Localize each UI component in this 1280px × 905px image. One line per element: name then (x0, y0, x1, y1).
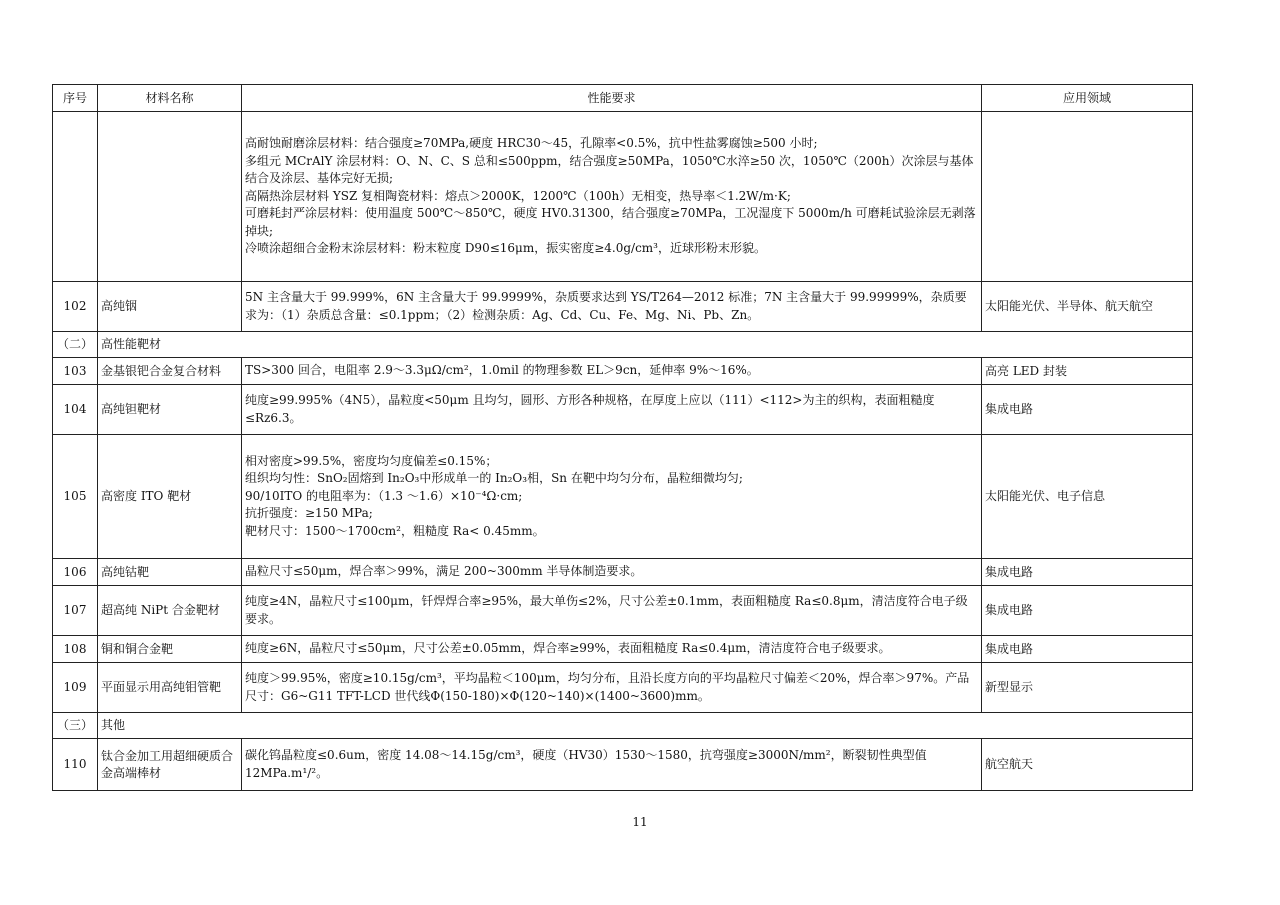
material-name: 高纯钴靶 (98, 559, 242, 586)
material-name: 高纯钽靶材 (98, 385, 242, 435)
performance-requirements (242, 586, 982, 636)
performance-requirements (242, 559, 982, 586)
application-field: 太阳能光伏、电子信息 (982, 435, 1193, 559)
section-row (53, 332, 1193, 358)
table-row (53, 586, 1193, 636)
requirement-line: 纯度≥4N，晶粒尺寸≤100μm，钎焊焊合率≥95%，最大单伤≤2%，尺寸公差±0.1mm，表面粗糙度 Ra≤0.8μm，清洁度符合电子级要求。 (245, 594, 968, 626)
table-row (53, 112, 1193, 282)
requirement-line: 可磨耗封严涂层材料：使用温度 500℃～850℃，硬度 HV0.31300，结合强度≥70MPa，工况湿度下 5000m/h 可磨耗试验涂层无剥落掉块; (245, 206, 976, 238)
material-name: 高纯铟 (98, 282, 242, 332)
section-title: 高性能靶材 (98, 332, 1193, 358)
requirement-line: 组织均匀性：SnO₂固熔到 In₂O₃中形成单一的 In₂O₃相，Sn 在靶中均匀分布，晶粒细微均匀; (245, 471, 743, 486)
material-name: 金基银钯合金复合材料 (98, 358, 242, 385)
requirement-line: 纯度≥99.995%（4N5），晶粒度<50μm 且均匀，圆形、方形各种规格，在厚度上应以（111）<112>为主的织构，表面粗糙度≤Rz6.3。 (245, 393, 935, 425)
item-number: 103 (53, 358, 98, 385)
application-field: 太阳能光伏、半导体、航天航空 (982, 282, 1193, 332)
performance-requirements (242, 435, 982, 559)
table-row (53, 385, 1193, 435)
requirement-line: 冷喷涂超细合金粉末涂层材料：粉末粒度 D90≤16μm，振实密度≥4.0g/cm³，近球形粉末形貌。 (245, 241, 766, 256)
page-number: 11 (632, 815, 648, 829)
table-row (53, 636, 1193, 663)
requirement-line: 90/10ITO 的电阻率为：（1.3 ～1.6）×10⁻⁴Ω·cm; (245, 488, 523, 503)
table-row (53, 358, 1193, 385)
performance-requirements (242, 385, 982, 435)
item-number: 106 (53, 559, 98, 586)
item-number (53, 112, 98, 282)
section-title: 其他 (98, 713, 1193, 739)
performance-requirements (242, 112, 982, 282)
material-name: 超高纯 NiPt 合金靶材 (98, 586, 242, 636)
materials-table (52, 84, 1193, 791)
application-field (982, 112, 1193, 282)
header-requirements: 性能要求 (242, 85, 982, 112)
table-row (53, 435, 1193, 559)
requirement-line: 碳化钨晶粒度≤0.6um，密度 14.08～14.15g/cm³，硬度（HV30）1530～1580，抗弯强度≥3000N/mm²，断裂韧性典型值 12MPa.m¹/²。 (245, 748, 927, 780)
table-row (53, 282, 1193, 332)
material-name: 铜和铜合金靶 (98, 636, 242, 663)
requirement-line: 高隔热涂层材料 YSZ 复相陶瓷材料：熔点＞2000K，1200℃（100h）无相变，热导率＜1.2W/m·K; (245, 188, 791, 203)
requirement-line: 纯度≥6N，晶粒尺寸≤50μm，尺寸公差±0.05mm，焊合率≥99%，表面粗糙度 Ra≤0.4μm，清洁度符合电子级要求。 (245, 641, 891, 656)
material-name: 高密度 ITO 靶材 (98, 435, 242, 559)
section-row (53, 713, 1193, 739)
application-field: 集成电路 (982, 636, 1193, 663)
section-number: （三） (53, 713, 98, 739)
header-no: 序号 (53, 85, 98, 112)
table-header-row (53, 85, 1193, 112)
table-row (53, 559, 1193, 586)
material-name (98, 112, 242, 282)
item-number: 102 (53, 282, 98, 332)
performance-requirements (242, 739, 982, 791)
application-field: 高亮 LED 封装 (982, 358, 1193, 385)
performance-requirements (242, 282, 982, 332)
section-number: （二） (53, 332, 98, 358)
requirement-line: 相对密度>99.5%，密度均匀度偏差≤0.15%； (245, 453, 498, 468)
requirement-line: 靶材尺寸：1500～1700cm²，粗糙度 Ra< 0.45mm。 (245, 523, 545, 538)
item-number: 107 (53, 586, 98, 636)
requirement-line: 纯度＞99.95%，密度≥10.15g/cm³，平均晶粒＜100μm，均匀分布，且沿长度方向的平均晶粒尺寸偏差＜20%，焊合率＞97%。产品尺寸：G6~G11 TFT-LCD 世代线Φ(150-180)×Φ(120~140)×(1400~3600)mm。 (245, 671, 970, 703)
requirement-line: 晶粒尺寸≤50μm，焊合率＞99%，满足 200~300mm 半导体制造要求。 (245, 564, 643, 579)
performance-requirements (242, 636, 982, 663)
performance-requirements (242, 358, 982, 385)
item-number: 104 (53, 385, 98, 435)
table-row (53, 663, 1193, 713)
application-field: 集成电路 (982, 586, 1193, 636)
material-name: 平面显示用高纯钼管靶 (98, 663, 242, 713)
requirement-line: 5N 主含量大于 99.999%，6N 主含量大于 99.9999%，杂质要求达到 YS/T264—2012 标准；7N 主含量大于 99.99999%，杂质要求为：（1）杂质总含量：≤0.1ppm；（2）检测杂质：Ag、Cd、Cu、Fe、Mg、Ni、Pb、Zn。 (245, 290, 967, 322)
requirement-line: TS>300 回合，电阻率 2.9～3.3μΩ/cm²，1.0mil 的物理参数 EL＞9cn，延伸率 9%～16%。 (245, 363, 759, 378)
application-field: 集成电路 (982, 385, 1193, 435)
performance-requirements (242, 663, 982, 713)
item-number: 109 (53, 663, 98, 713)
requirement-line: 高耐蚀耐磨涂层材料：结合强度≥70MPa,硬度 HRC30～45，孔隙率<0.5%，抗中性盐雾腐蚀≥500 小时; (245, 136, 818, 151)
requirement-line: 抗折强度：≥150 MPa; (245, 506, 373, 521)
item-number: 105 (53, 435, 98, 559)
table-row (53, 739, 1193, 791)
header-name: 材料名称 (98, 85, 242, 112)
material-name: 钛合金加工用超细硬质合金高端棒材 (98, 739, 242, 791)
application-field: 新型显示 (982, 663, 1193, 713)
requirement-line: 多组元 MCrAlY 涂层材料：O、N、C、S 总和≤500ppm，结合强度≥50MPa，1050℃水淬≥50 次，1050℃（200h）次涂层与基体结合及涂层、基体完好无损; (245, 153, 974, 186)
item-number: 110 (53, 739, 98, 791)
item-number: 108 (53, 636, 98, 663)
header-application: 应用领域 (982, 85, 1193, 112)
application-field: 航空航天 (982, 739, 1193, 791)
table-body (53, 112, 1193, 791)
application-field: 集成电路 (982, 559, 1193, 586)
